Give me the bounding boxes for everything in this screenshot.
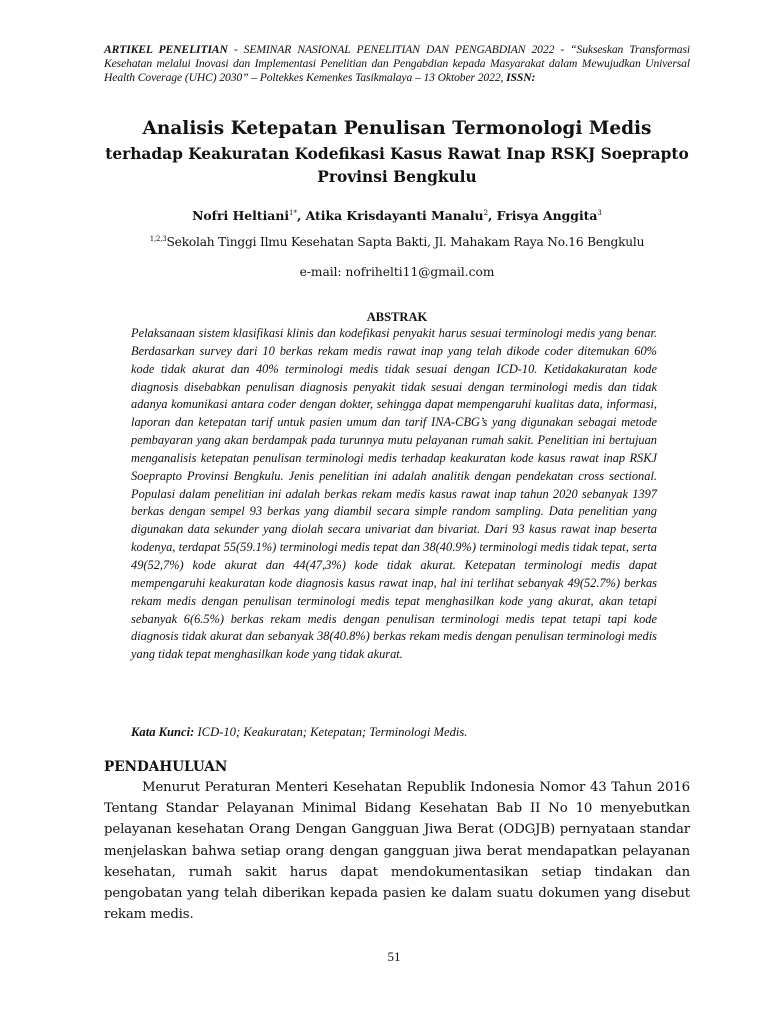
series-label: ARTIKEL PENELITIAN [104, 43, 228, 56]
author-separator: , [488, 208, 497, 223]
article-subtitle: terhadap Keakuratan Kodefikasi Kasus Rawat Inap RSKJ Soeprapto Provinsi Bengkulu [105, 145, 689, 186]
author-affiliation-mark: 2 [483, 208, 489, 217]
author-affiliation-mark: 1* [289, 208, 298, 217]
keywords [131, 723, 657, 741]
section-heading-introduction: PENDAHULUAN [104, 759, 228, 775]
affiliation [104, 233, 690, 251]
issn-label: ISSN: [506, 71, 536, 84]
author-name: Frisya Anggita [496, 208, 598, 223]
author-list [104, 207, 690, 225]
article-title: Analisis Ketepatan Penulisan Termonologi Medis [142, 118, 652, 139]
author-name: Nofri Heltiani [192, 208, 290, 223]
author-name: Atika Krisdayanti Manalu [305, 208, 484, 223]
author-separator: , [297, 208, 306, 223]
page-number: 51 [387, 949, 401, 964]
keywords-text: ICD-10; Keakuratan; Ketepatan; Terminologi Medis. [194, 725, 468, 739]
corresponding-email: e-mail: nofrihelti11@gmail.com [299, 265, 495, 279]
conference-header [104, 43, 690, 85]
affiliation-mark: 1,2,3 [149, 234, 167, 243]
keywords-label: Kata Kunci: [131, 725, 195, 739]
series-text: - SEMINAR NASIONAL PENELITIAN DAN PENGABDIAN 2022 - “Sukseskan Transformasi Kesehatan melalui Inovasi dan Implementasi Penelitian dan Pengabdian kepada Masyarakat dalam Mewujudkan Universal Health Coverage (UHC) 2030” – Poltekkes Kemenkes Tasikmalaya – 13 Oktober 2022, [104, 43, 690, 84]
author-affiliation-mark: 3 [597, 208, 602, 217]
abstract-heading: ABSTRAK [366, 310, 428, 324]
affiliation-text: Sekolah Tinggi Ilmu Kesehatan Sapta Bakti, Jl. Mahakam Raya No.16 Bengkulu [166, 235, 645, 249]
introduction-paragraph: Menurut Peraturan Menteri Kesehatan Republik Indonesia Nomor 43 Tahun 2016 Tentang Standar Pelayanan Minimal Bidang Kesehatan Bab II No 10 menyebutkan pelayanan kesehatan Orang Dengan Gangguan Jiwa Berat (ODGJB) pernyataan standar menjelaskan bahwa setiap orang dengan gangguan jiwa berat mendapatkan pelayanan kesehatan, rumah sakit harus dapat mendokumentasikan setiap tindakan dan pengobatan yang telah diberikan kepada pasien ke dalam suatu dokumen yang disebut rekam medis. [104, 780, 690, 923]
abstract-body: Pelaksanaan sistem klasifikasi klinis dan kodefikasi penyakit harus sesuai terminologi medis yang benar. Berdasarkan survey dari 10 berkas rekam medis rawat inap yang telah dikode coder ditemukan 60% kode tidak akurat dan 40% terminologi medis tidak sesuai dengan ICD-10. Ketidakakuratan kode diagnosis disebabkan penulisan diagnosis penyakit tidak sesuai dengan terminologi medis dan tidak adanya komunikasi antara coder dengan dokter, sehingga dapat mempengaruhi kualitas data, informasi, laporan dan ketepatan tarif untuk pasien umum dan tarif INA-CBG’s yang digunakan sebagai metode pembayaran yang akan berdampak pada turunnya mutu pelayanan rumah sakit. Penelitian ini bertujuan menganalisis ketepatan penulisan terminologi medis terhadap keakuratan kode kasus rawat inap RSKJ Soeprapto Provinsi Bengkulu. Jenis penelitian ini adalah analitik dengan pendekatan cross sectional. Populasi dalam penelitian ini adalah berkas rekam medis kasus rawat inap tahun 2020 sebanyak 1397 berkas dengan sempel 93 berkas yang diambil secara simple random sampling. Data penelitian yang digunakan data sekunder yang diolah secara univariat dan bivariat. Dari 93 kasus rawat inap beserta kodenya, terdapat 55(59.1%) terminologi medis tepat dan 38(40.9%) terminologi medis tidak tepat, serta 49(52,7%) kode akurat dan 44(47,3%) kode tidak akurat. Ketepatan terminologi medis dapat mempengaruhi keakuratan kode diagnosis kasus rawat inap, hal ini terlihat sebanyak 49(52.7%) berkas rekam medis dengan penulisan terminologi medis tepat menghasilkan kode yang akurat, akan tetapi sebanyak 6(6.5%) berkas rekam medis dengan penulisan terminologi medis tepat tetapi tapi kode diagnosis tidak akurat dan sebanyak 38(40.8%) berkas rekam medis dengan penulisan terminologi medis yang tidak tepat menghasilkan kode yang tidak akurat. [131, 326, 657, 662]
